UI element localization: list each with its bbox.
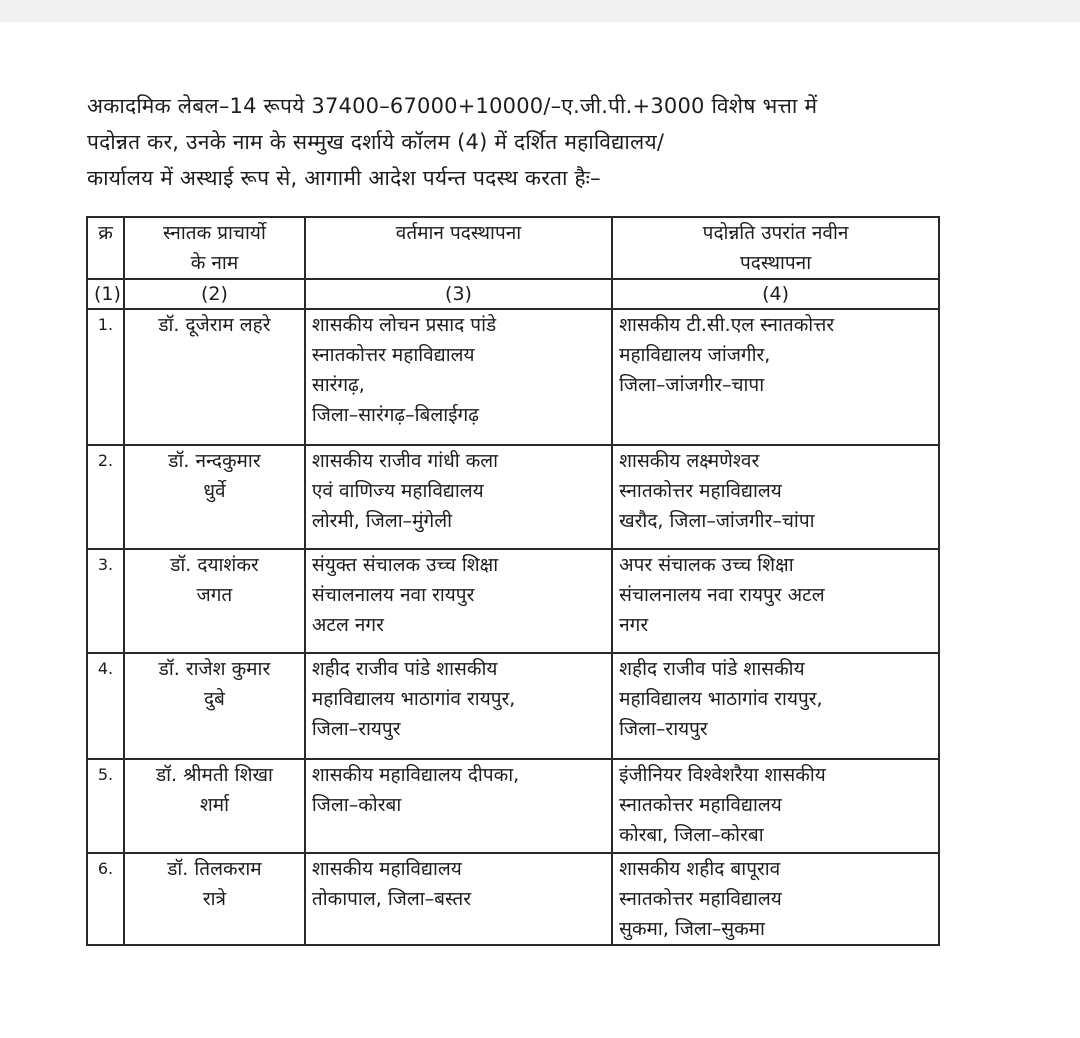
row-current-posting	[305, 653, 612, 759]
row-new-posting	[612, 653, 939, 759]
header-new-line: पदोन्नति उपरांत नवीन	[702, 222, 849, 244]
new-line: खरौद, जिला–जांजगीर–चांपा	[619, 510, 815, 532]
table-header-row	[87, 217, 939, 279]
current-line: शासकीय महाविद्यालय दीपका,	[311, 764, 520, 786]
row-name	[124, 853, 305, 945]
name-line: धुर्वे	[203, 480, 226, 502]
new-line: कोरबा, जिला–कोरबा	[619, 824, 764, 846]
new-line: अपर संचालक उच्च शिक्षा	[619, 554, 794, 576]
new-line: जिला–जांजगीर–चापा	[619, 374, 765, 396]
table-row	[87, 759, 939, 853]
new-line: शासकीय शहीद बापूराव	[619, 858, 781, 880]
new-line: शासकीय टी.सी.एल स्नातकोत्तर	[619, 314, 835, 336]
row-name	[124, 309, 305, 445]
row-serial: 1.	[87, 309, 124, 445]
current-line: संचालनालय नवा रायपुर	[311, 584, 475, 606]
name-line: डॉ. तिलकराम	[167, 858, 262, 880]
current-line: एवं वाणिज्य महाविद्यालय	[311, 480, 484, 502]
column-number: (3)	[305, 279, 612, 309]
column-number: (4)	[612, 279, 939, 309]
current-line: तोकापाल, जिला–बस्तर	[311, 888, 471, 910]
intro-line: पदोन्नत कर, उनके नाम के सम्मुख दर्शाये कॉलम (4) में दर्शित महाविद्यालय/	[87, 130, 665, 154]
current-line: अटल नगर	[311, 614, 384, 636]
name-line: जगत	[196, 584, 233, 606]
name-line: डॉ. राजेश कुमार	[158, 658, 271, 680]
row-name	[124, 653, 305, 759]
current-line: सारंगढ़,	[311, 374, 365, 396]
current-line: जिला–रायपुर	[311, 718, 401, 740]
intro-paragraph	[87, 88, 947, 196]
current-line: शासकीय महाविद्यालय	[311, 858, 462, 880]
intro-line: अकादमिक लेबल–14 रूपये 37400–67000+10000/–ए.जी.पी.+3000 विशेष भत्ता में	[87, 94, 818, 118]
new-line: सुकमा, जिला–सुकमा	[619, 918, 765, 940]
name-line: डॉ. नन्दकुमार	[168, 450, 261, 472]
intro-line: कार्यालय में अस्थाई रूप से, आगामी आदेश पर्यन्त पदस्थ करता हैः–	[87, 166, 601, 190]
new-line: स्नातकोत्तर महाविद्यालय	[619, 794, 782, 816]
current-line: शहीद राजीव पांडे शासकीय	[311, 658, 498, 680]
current-line: शासकीय लोचन प्रसाद पांडे	[311, 314, 497, 336]
new-line: महाविद्यालय जांजगीर,	[619, 344, 771, 366]
table-row	[87, 853, 939, 945]
current-line: जिला–सारंगढ़–बिलाईगढ़	[311, 404, 479, 426]
row-current-posting	[305, 445, 612, 549]
row-serial: 2.	[87, 445, 124, 549]
new-line: स्नातकोत्तर महाविद्यालय	[619, 888, 782, 910]
posting-table	[86, 216, 940, 946]
row-current-posting	[305, 549, 612, 653]
row-new-posting	[612, 445, 939, 549]
row-name	[124, 759, 305, 853]
header-name	[124, 217, 305, 279]
row-serial: 3.	[87, 549, 124, 653]
current-line: जिला–कोरबा	[311, 794, 402, 816]
new-line: इंजीनियर विश्वेशरैया शासकीय	[619, 764, 826, 786]
row-serial: 6.	[87, 853, 124, 945]
row-serial: 4.	[87, 653, 124, 759]
header-current-posting: वर्तमान पदस्थापना	[305, 217, 612, 279]
name-line: रात्रे	[202, 888, 227, 910]
row-current-posting	[305, 853, 612, 945]
name-line: डॉ. दयाशंकर	[170, 554, 259, 576]
header-name-line: के नाम	[190, 252, 239, 274]
current-line: लोरमी, जिला–मुंगेली	[311, 510, 452, 532]
name-line: डॉ. दूजेराम लहरे	[158, 314, 271, 336]
name-line: शर्मा	[199, 794, 230, 816]
table-row	[87, 309, 939, 445]
row-name	[124, 445, 305, 549]
current-line: स्नातकोत्तर महाविद्यालय	[311, 344, 475, 366]
name-line: डॉ. श्रीमती शिखा	[155, 764, 273, 786]
top-band	[0, 0, 1080, 22]
new-line: शहीद राजीव पांडे शासकीय	[619, 658, 805, 680]
new-line: स्नातकोत्तर महाविद्यालय	[619, 480, 782, 502]
row-current-posting	[305, 759, 612, 853]
row-current-posting	[305, 309, 612, 445]
new-line: संचालनालय नवा रायपुर अटल	[619, 584, 825, 606]
header-new-line: पदस्थापना	[739, 252, 812, 274]
table-row	[87, 549, 939, 653]
column-number-row	[87, 279, 939, 309]
row-new-posting	[612, 853, 939, 945]
header-name-line: स्नातक प्राचार्यो	[163, 222, 266, 244]
table-row	[87, 653, 939, 759]
new-line: शासकीय लक्ष्मणेश्वर	[619, 450, 760, 472]
row-new-posting	[612, 549, 939, 653]
row-new-posting	[612, 309, 939, 445]
new-line: जिला–रायपुर	[619, 718, 708, 740]
column-number: (2)	[124, 279, 305, 309]
new-line: नगर	[619, 614, 649, 636]
row-name	[124, 549, 305, 653]
current-line: संयुक्त संचालक उच्च शिक्षा	[311, 554, 499, 576]
name-line: दुबे	[203, 688, 225, 710]
current-line: शासकीय राजीव गांधी कला	[311, 450, 499, 472]
row-new-posting	[612, 759, 939, 853]
new-line: महाविद्यालय भाठागांव रायपुर,	[619, 688, 823, 710]
header-sn: क्र	[87, 217, 124, 279]
column-number: (1)	[87, 279, 124, 309]
row-serial: 5.	[87, 759, 124, 853]
header-new-posting	[612, 217, 939, 279]
table-row	[87, 445, 939, 549]
current-line: महाविद्यालय भाठागांव रायपुर,	[311, 688, 516, 710]
